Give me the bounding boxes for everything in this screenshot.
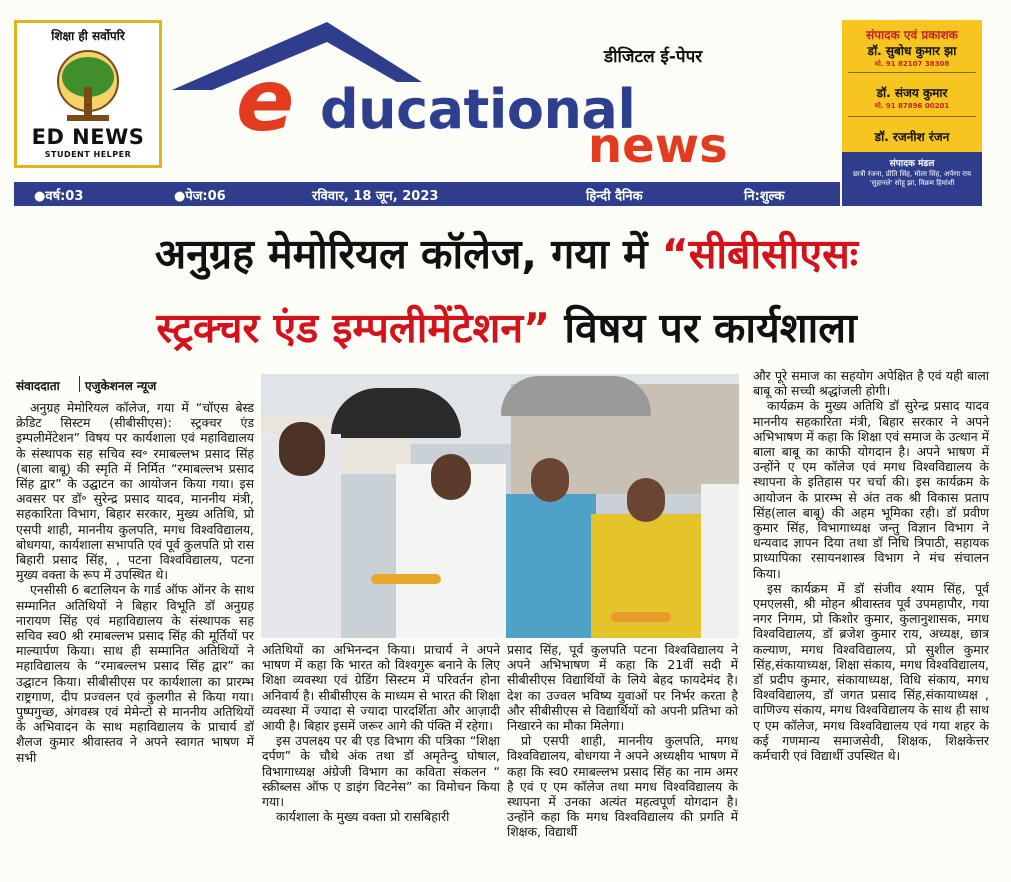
board-title: संपादक मंडल	[889, 159, 935, 169]
paragraph: और पूरे समाज का सहयोग अपेक्षित है एवं यही बाला बाबू को सच्ची श्रद्धांजली होगी।	[753, 368, 989, 399]
logo-name: ED NEWS	[31, 125, 145, 149]
logo-motto: शिक्षा ही सर्वोपरि	[51, 29, 125, 43]
divider	[848, 72, 976, 73]
page-number: ●पेज:06	[174, 189, 226, 204]
paragraph: प्रसाद सिंह, पूर्व कुलपति पटना विश्वविद्यालय ने अपने अभिभाषण में कहा कि 21वीं सदी में सीबीसीएस विद्यार्थियों के लिये बेहद फायदेमंद है। देश का उज्वल भविष्य युवाओं पर निर्भर करता है और सीबीसीएस से विद्यार्थियों को अपनी प्रतिभा को निखारने का मौका मिलेगा।	[507, 642, 738, 734]
headline-line2-black: विषय पर कार्यशाला	[550, 304, 857, 352]
divider	[848, 116, 976, 117]
date: रविवार, 18 जून, 2023	[312, 189, 439, 204]
paragraph: प्रो एसपी शाही, माननीय कुलपति, मगध विश्वविद्यालय, बोधगया ने अपने अध्यक्षीय भाषण में कहा कि स्व0 रमाबल्लभ प्रसाद सिंह का नाम अमर है एवं ए एम कॉलेज तथा मगध विश्वविद्यालय के स्थापना में उनका अत्यंत महत्वपूर्ण योगदान है। उन्होंने कहा कि मगध विश्वविद्यालय की प्रगति में शिक्षक, विद्यार्थी	[507, 733, 738, 840]
headline-line-1	[14, 232, 999, 277]
board-members: छात्री रंजना, प्रीति सिंह, मोला सिंह, अर्पणा राय 'सुहानले' सोहू झा, विक्रम हिमांशी	[852, 170, 972, 188]
editor1-phone: मो. 91 82107 38308	[874, 60, 950, 68]
tree-icon	[53, 47, 123, 127]
editor-box	[842, 20, 982, 206]
year: ●वर्ष:03	[34, 189, 84, 204]
article-column-3	[507, 642, 738, 840]
paragraph: अतिथियों का अभिनन्दन किया। प्राचार्य ने अपने भाषण में कहा कि भारत को विश्वगुरू बनाने के लिए शिक्षा व्यवस्था एवं ग्रेडिंग सिस्टम में परिवर्तन होना अनिवार्य है। सीबीसीएस के माध्यम से भारत की शिक्षा व्यवस्था में ज्यादा से ज्यादा पारदर्शिता और आज़ादी आयी है। बिहार इसमें जरूर आगे की पंक्ति में रहेगा।	[262, 642, 500, 734]
brand-news: news	[588, 118, 728, 174]
editor-heading: संपादक एवं प्रकाशक	[866, 28, 958, 42]
reporter: संवाददाता	[16, 379, 60, 393]
editorial-board	[842, 152, 982, 206]
paragraph: अनुग्रह मेमोरियल कॉलेज, गया में “चॉएस बेस्ड क्रेडिट सिस्टम (सीबीसीएस): स्ट्रक्चर एंड इम्पलीमेंटेशन” विषय पर कार्यशाला एवं महाविद्यालय के संस्थापक सह सचिव स्व॰ रमाबल्लभ प्रसाद सिंह (बाला बाबू) की स्मृति में निर्मित “रमाबल्लभ प्रसाद सिंह द्वार” के उद्घाटन का आयोजन किया गया। इस अवसर पर डॉ॰ सुरेन्द्र प्रसाद यादव, माननीय मंत्री, सहकारिता विभाग, बिहार सरकार, मुख्य अतिथि, प्रो एसपी शाही, माननीय कुलपति, मगध विश्वविद्यालय, बोधगया, कार्यशाला सभापति एवं पूर्व कुलपति प्रो रास बिहारी प्रसाद सिंह, , पटना विश्वविद्यालय, पटना मुख्य वक्ता के रूप में उपस्थित थे।	[16, 400, 254, 583]
paragraph: एनसीसी 6 बटालियन के गार्ड ऑफ ऑनर के साथ सम्मानित अतिथियों ने बिहार विभूति डॉ अनुग्रह नारायण सिंह एवं महाविद्यालय के संस्थापक सह सचिव स्व0 श्री रमाबल्लभ प्रसाद सिंह की मूर्तियों पर माल्यार्पण किया। साथ ही सम्मानित अतिथियों ने महाविद्यालय के “रमाबल्लभ प्रसाद सिंह द्वार” का उद्घाटन किया। सीबीसीएस पर कार्यशाला का प्रारम्भ राष्ट्रगाण, दीप प्रज्वलन एवं कुलगीत से किया गया। पुष्पगुच्छ, अंगवस्त्र एवं मेमेन्टो से माननीय अतिथियों के अभिवादन के साथ महाविद्यालय के प्राचार्य डॉ शैलज कुमार श्रीवास्तव ने अपने स्वागत भाषण में सभी	[16, 582, 254, 765]
article-column-4	[753, 368, 989, 763]
headline-line1-black: अनुग्रह मेमोरियल कॉलेज, गया में	[154, 230, 662, 278]
editor1-name: डॉ. सुबोध कुमार झा	[867, 44, 957, 58]
editor2-name: डॉ. संजय कुमार	[876, 86, 948, 100]
paragraph: इस कार्यक्रम में डॉ संजीव श्याम सिंह, पूर्व एमएलसी, श्री मोहन श्रीवास्तव पूर्व उपमहापौर, गया नगर निगम, प्रो किशोर कुमार, कुलानुशासक, मगध विश्वविद्यालय, डॉ ब्रजेश कुमार राय, अध्यक्ष, छात्र कल्याण, मगध विश्वविद्यालय, प्रो सुशील कुमार सिंह,संकायाध्यक्ष, शिक्षा संकाय, मगध विश्वविद्यालय, डॉ प्रदीप कुमार, संकायाध्यक्ष, विधि संकाय, मगध विश्वविद्यालय, डॉ जगत प्रसाद सिंह,संकायाध्यक्ष , वाणिज्य संकाय, मगध विश्वविद्यालय के साथ ही साथ ए एम कॉलेज, मगध विश्वविद्यालय एवं गया शहर के कई गणमान्य समाजसेवी, शिक्षक, शिक्षकेत्तर कर्मचारी एवं विद्यार्थी उपस्थित थे।	[753, 580, 989, 764]
epaper-label: डीजिटल ई-पेपर	[604, 47, 703, 67]
logo-tagline: STUDENT HELPER	[44, 150, 132, 159]
paragraph: कार्यक्रम के मुख्य अतिथि डॉ सुरेन्द्र प्रसाद यादव माननीय सहकारिता मंत्री, बिहार सरकार ने अपने अभिभाषण में कहा कि शिक्षा एवं समाज के उत्थान में बाला बाबू का काफी योगदान है। अपने भाषण में उन्होंने ए एम कॉलेज एवं मगध विश्वविद्यालय के स्थापना के इतिहास पर चर्चा की। इस कार्यक्रम के आयोजन के प्रारम्भ से अंत तक श्री विकास प्रताप सिंह(लाल बाबू) की अहम भूमिका रही। डॉ प्रवीण कुमार सिंह, विभागाध्यक्ष जन्तु विज्ञान विभाग ने धन्यवाद ज्ञापन दिया तथा डॉ निधि त्रिपाठी, सहायक प्राध्यापिका रसायनशास्त्र विभाग ने मंच संचालन किया।	[753, 398, 989, 581]
ed-news-logo	[14, 20, 162, 168]
headline-line2-red: स्ट्रक्चर एंड इम्पलीमेंटेशन”	[156, 304, 551, 352]
event-photo	[261, 374, 739, 638]
article-column-2	[262, 642, 500, 824]
article-column-1	[16, 400, 254, 765]
headline-line-2	[14, 306, 999, 351]
paper-type: हिन्दी दैनिक	[586, 189, 643, 204]
headline-line1-red: “सीबीसीएसः	[661, 230, 859, 278]
editor2-phone: मो. 91 87896 00201	[874, 102, 950, 110]
byline-divider	[79, 376, 80, 392]
info-bar	[14, 182, 840, 206]
brand-letter-e: e	[236, 51, 295, 151]
editor3-name: डॉ. रजनीश रंजन	[874, 130, 950, 144]
paragraph: इस उपलक्ष्य पर बी एड विभाग की पत्रिका “शिक्षा दर्पण” के चौथे अंक तथा डॉ अमृतेन्दु घोषाल, विभागाध्यक्ष अंग्रेजी विभाग का कविता संकलन “ स्क्रीब्लस ऑफ ए डाइंग विटनेस” का विमोचन किया गया।	[262, 733, 500, 810]
brand-educational: ducational	[320, 78, 636, 141]
source: एजुकेशनल न्यूज	[85, 379, 157, 393]
paragraph: कार्यशाला के मुख्य वक्ता प्रो रासबिहारी	[276, 809, 450, 825]
price: नि:शुल्क	[744, 189, 785, 204]
